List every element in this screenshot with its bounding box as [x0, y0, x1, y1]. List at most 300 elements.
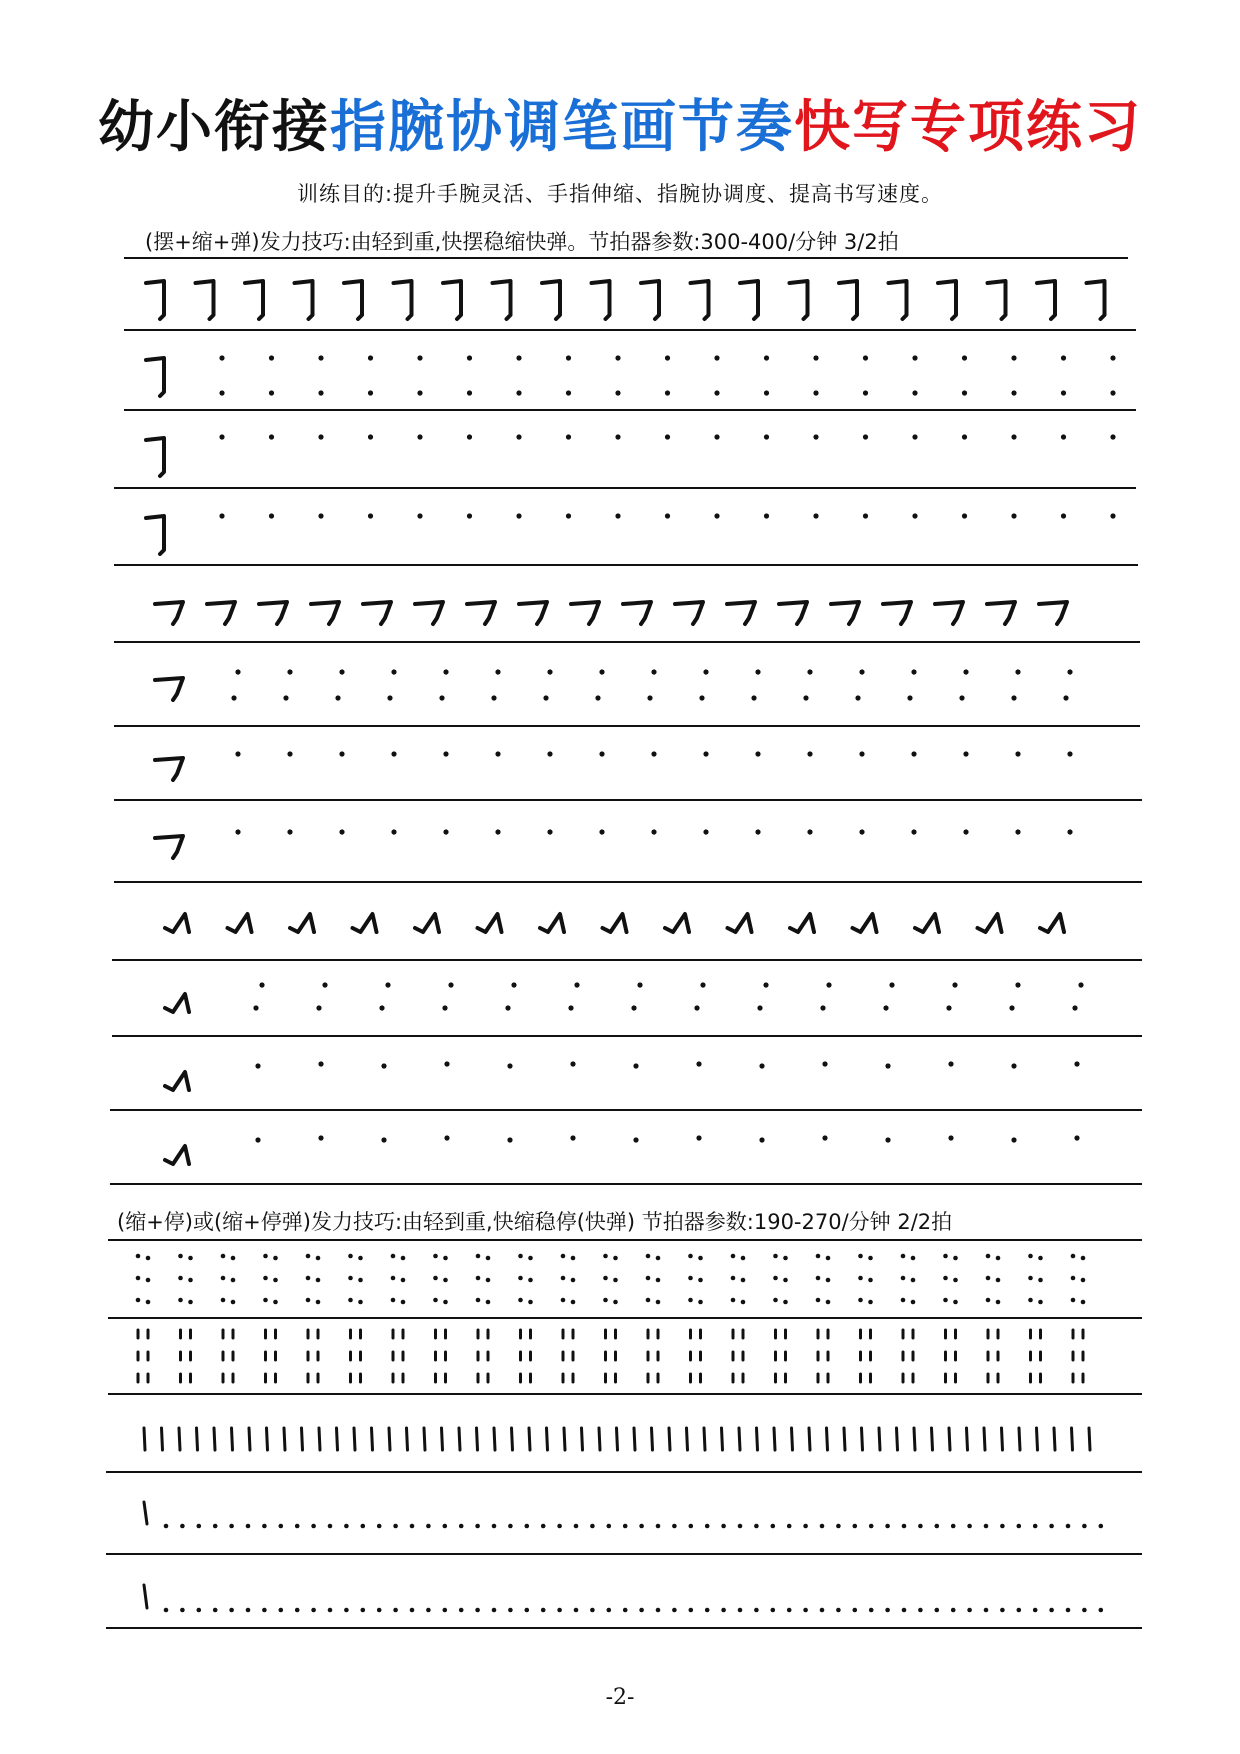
trace-dot — [689, 1608, 694, 1613]
trace-dot — [1081, 1256, 1086, 1261]
trace-dot — [639, 1608, 644, 1613]
trace-dot — [1061, 434, 1066, 439]
hook-stroke — [146, 516, 164, 554]
trace-dot — [561, 1276, 566, 1281]
hook-stroke — [207, 602, 235, 624]
trace-dot — [1011, 434, 1016, 439]
hook-stroke — [146, 281, 164, 319]
trace-dot — [1038, 1278, 1043, 1283]
trace-dot — [595, 695, 600, 700]
trace-dot — [935, 1524, 940, 1529]
trace-dot — [1011, 695, 1016, 700]
vertical-stroke — [477, 1428, 478, 1450]
trace-dot — [322, 982, 327, 987]
vertical-stroke — [442, 1428, 443, 1450]
trace-dot — [911, 751, 916, 756]
trace-dot — [391, 1254, 396, 1259]
trace-dot — [1110, 390, 1115, 395]
trace-dot — [486, 1300, 491, 1305]
trace-dot — [476, 1276, 481, 1281]
trace-dot — [637, 982, 642, 987]
trace-dot — [803, 1524, 808, 1529]
trace-dot — [623, 1524, 628, 1529]
trace-dot — [623, 1608, 628, 1613]
hook-stroke — [571, 602, 599, 624]
trace-dot — [475, 1524, 480, 1529]
trace-dot — [339, 829, 344, 834]
trace-dot — [948, 1061, 953, 1066]
vertical-stroke — [144, 1585, 147, 1608]
trace-dot — [951, 1608, 956, 1613]
trace-dot — [1017, 1524, 1022, 1529]
trace-dot — [287, 669, 292, 674]
trace-dot — [475, 1608, 480, 1613]
trace-dot — [387, 695, 392, 700]
vertical-stroke — [547, 1428, 548, 1450]
trace-dot — [547, 829, 552, 834]
trace-dot — [607, 1524, 612, 1529]
hook-stroke — [155, 836, 183, 858]
trace-dot — [213, 1608, 218, 1613]
trace-dot — [963, 829, 968, 834]
trace-dot — [574, 1524, 579, 1529]
trace-dot — [911, 1300, 916, 1305]
trace-dot — [986, 1276, 991, 1281]
vertical-stroke — [617, 1428, 618, 1450]
trace-dot — [741, 1300, 746, 1305]
trace-dot — [269, 513, 274, 518]
trace-dot — [646, 1276, 651, 1281]
trace-dot — [574, 982, 579, 987]
trace-dot — [511, 982, 516, 987]
trace-dot — [948, 1135, 953, 1140]
trace-dot — [1078, 982, 1083, 987]
trace-dot — [703, 829, 708, 834]
trace-dot — [816, 1254, 821, 1259]
trace-dot — [935, 1608, 940, 1613]
trace-dot — [757, 1005, 762, 1010]
trace-dot — [885, 1063, 890, 1068]
hook-stroke — [415, 602, 443, 624]
trace-dot — [599, 751, 604, 756]
trace-dot — [507, 1063, 512, 1068]
vertical-stroke — [162, 1428, 163, 1450]
trace-dot — [318, 1061, 323, 1066]
trace-dot — [1099, 1524, 1104, 1529]
trace-dot — [442, 1005, 447, 1010]
trace-dot — [1028, 1298, 1033, 1303]
slant-stroke — [228, 914, 252, 932]
trace-dot — [525, 1524, 530, 1529]
vertical-stroke — [389, 1428, 390, 1450]
slant-stroke — [165, 1146, 189, 1164]
trace-dot — [1011, 1063, 1016, 1068]
hook-stroke — [691, 281, 709, 319]
trace-dot — [951, 1524, 956, 1529]
trace-dot — [646, 1298, 651, 1303]
trace-dot — [783, 1300, 788, 1305]
trace-dot — [1067, 669, 1072, 674]
trace-dot — [953, 1300, 958, 1305]
trace-dot — [231, 1256, 236, 1261]
trace-dot — [344, 1608, 349, 1613]
trace-dot — [136, 1298, 141, 1303]
trace-dot — [703, 751, 708, 756]
vertical-stroke — [1054, 1428, 1055, 1450]
hook-stroke — [831, 602, 859, 624]
vertical-stroke — [687, 1428, 688, 1450]
slant-stroke — [790, 914, 814, 932]
trace-dot — [822, 1135, 827, 1140]
trace-dot — [188, 1278, 193, 1283]
trace-dot — [783, 1256, 788, 1261]
trace-dot — [1074, 1061, 1079, 1066]
trace-dot — [721, 1608, 726, 1613]
trace-dot — [443, 1256, 448, 1261]
slant-stroke — [540, 914, 564, 932]
trace-dot — [836, 1524, 841, 1529]
hook-stroke — [196, 281, 214, 319]
trace-dot — [417, 513, 422, 518]
trace-dot — [495, 669, 500, 674]
slant-stroke — [1040, 914, 1064, 932]
trace-dot — [557, 1524, 562, 1529]
trace-dot — [262, 1608, 267, 1613]
vertical-stroke — [197, 1428, 198, 1450]
hook-stroke — [155, 758, 183, 780]
trace-dot — [688, 1254, 693, 1259]
trace-dot — [381, 1137, 386, 1142]
vertical-stroke — [1089, 1428, 1090, 1450]
trace-dot — [571, 1278, 576, 1283]
trace-dot — [731, 1298, 736, 1303]
trace-dot — [255, 1063, 260, 1068]
trace-dot — [613, 1278, 618, 1283]
trace-dot — [858, 1254, 863, 1259]
trace-dot — [188, 1256, 193, 1261]
trace-dot — [759, 1137, 764, 1142]
trace-dot — [613, 1300, 618, 1305]
trace-dot — [853, 1524, 858, 1529]
trace-dot — [754, 1608, 759, 1613]
hook-stroke — [363, 602, 391, 624]
hook-stroke — [1087, 281, 1105, 319]
trace-dot — [858, 1276, 863, 1281]
trace-dot — [574, 1608, 579, 1613]
vertical-stroke — [337, 1428, 338, 1450]
trace-dot — [164, 1524, 169, 1529]
trace-dot — [467, 513, 472, 518]
trace-dot — [902, 1608, 907, 1613]
trace-dot — [426, 1524, 431, 1529]
trace-dot — [381, 1063, 386, 1068]
trace-dot — [235, 669, 240, 674]
vertical-stroke — [302, 1428, 303, 1450]
trace-dot — [836, 1608, 841, 1613]
trace-dot — [826, 1278, 831, 1283]
vertical-stroke — [652, 1428, 653, 1450]
trace-dot — [912, 355, 917, 360]
trace-dot — [263, 1276, 268, 1281]
trace-dot — [826, 1300, 831, 1305]
trace-dot — [410, 1608, 415, 1613]
hook-stroke — [883, 602, 911, 624]
trace-dot — [615, 390, 620, 395]
hook-stroke — [344, 281, 362, 319]
trace-dot — [528, 1278, 533, 1283]
hook-stroke — [839, 281, 857, 319]
trace-dot — [335, 695, 340, 700]
trace-dot — [561, 1298, 566, 1303]
trace-dot — [246, 1608, 251, 1613]
trace-dot — [615, 513, 620, 518]
trace-dot — [273, 1300, 278, 1305]
trace-dot — [358, 1256, 363, 1261]
trace-dot — [698, 1300, 703, 1305]
trace-dot — [221, 1254, 226, 1259]
trace-dot — [918, 1524, 923, 1529]
vertical-stroke — [844, 1428, 845, 1450]
vertical-stroke — [459, 1428, 460, 1450]
vertical-stroke — [424, 1428, 425, 1450]
hook-stroke — [1039, 602, 1067, 624]
vertical-stroke — [319, 1428, 320, 1450]
trace-dot — [1110, 355, 1115, 360]
vertical-stroke — [862, 1428, 863, 1450]
trace-dot — [858, 1298, 863, 1303]
vertical-stroke — [984, 1428, 985, 1450]
slant-stroke — [728, 914, 752, 932]
trace-dot — [269, 355, 274, 360]
trace-dot — [391, 1276, 396, 1281]
trace-dot — [705, 1524, 710, 1529]
trace-dot — [443, 1608, 448, 1613]
vertical-stroke — [267, 1428, 268, 1450]
trace-dot — [885, 1608, 890, 1613]
trace-dot — [1067, 751, 1072, 756]
trace-dot — [962, 434, 967, 439]
trace-dot — [996, 1256, 1001, 1261]
title-part-1: 幼小衔接 — [98, 94, 330, 160]
trace-dot — [984, 1608, 989, 1613]
trace-dot — [751, 695, 756, 700]
trace-dot — [1015, 829, 1020, 834]
trace-dot — [1071, 1276, 1076, 1281]
trace-dot — [547, 751, 552, 756]
trace-dot — [263, 1298, 268, 1303]
trace-dot — [986, 1298, 991, 1303]
hook-stroke — [592, 281, 610, 319]
trace-dot — [570, 1135, 575, 1140]
vertical-stroke — [757, 1428, 758, 1450]
trace-dot — [219, 434, 224, 439]
vertical-stroke — [949, 1428, 950, 1450]
trace-dot — [316, 1278, 321, 1283]
trace-dot — [221, 1276, 226, 1281]
hook-stroke — [623, 602, 651, 624]
trace-dot — [1000, 1524, 1005, 1529]
trace-dot — [1038, 1256, 1043, 1261]
trace-dot — [273, 1278, 278, 1283]
slant-stroke — [915, 914, 939, 932]
slant-stroke — [290, 914, 314, 932]
trace-dot — [287, 751, 292, 756]
trace-dot — [231, 695, 236, 700]
trace-dot — [996, 1300, 1001, 1305]
trace-dot — [459, 1608, 464, 1613]
slant-stroke — [165, 1072, 189, 1090]
trace-dot — [566, 434, 571, 439]
trace-dot — [306, 1276, 311, 1281]
trace-dot — [1061, 513, 1066, 518]
vertical-stroke — [914, 1428, 915, 1450]
trace-dot — [543, 695, 548, 700]
trace-dot — [263, 1254, 268, 1259]
trace-dot — [738, 1524, 743, 1529]
trace-dot — [279, 1608, 284, 1613]
trace-dot — [986, 1254, 991, 1259]
trace-dot — [219, 513, 224, 518]
trace-dot — [1071, 1254, 1076, 1259]
trace-dot — [741, 1278, 746, 1283]
vertical-stroke — [669, 1428, 670, 1450]
trace-dot — [807, 751, 812, 756]
trace-dot — [868, 1256, 873, 1261]
trace-dot — [279, 1524, 284, 1529]
trace-dot — [918, 1608, 923, 1613]
hook-stroke — [295, 281, 313, 319]
trace-dot — [962, 513, 967, 518]
trace-dot — [1028, 1276, 1033, 1281]
trace-dot — [633, 1063, 638, 1068]
trace-dot — [283, 695, 288, 700]
ruled-lines — [106, 258, 1142, 1628]
trace-dot — [1081, 1300, 1086, 1305]
trace-dot — [741, 1256, 746, 1261]
trace-dot — [1015, 982, 1020, 987]
trace-dot — [764, 355, 769, 360]
trace-dot — [1110, 513, 1115, 518]
trace-dot — [516, 355, 521, 360]
trace-dots — [136, 355, 1116, 1612]
trace-dot — [672, 1524, 677, 1529]
slant-stroke — [853, 914, 877, 932]
trace-dot — [959, 695, 964, 700]
trace-dot — [391, 1298, 396, 1303]
trace-dot — [1000, 1608, 1005, 1613]
trace-dot — [656, 1524, 661, 1529]
trace-dot — [547, 669, 552, 674]
trace-dot — [391, 751, 396, 756]
trace-dot — [599, 669, 604, 674]
trace-dot — [590, 1608, 595, 1613]
trace-dot — [665, 434, 670, 439]
slant-stroke — [478, 914, 502, 932]
trace-dot — [361, 1608, 366, 1613]
trace-dot — [316, 1300, 321, 1305]
trace-dot — [433, 1298, 438, 1303]
trace-dot — [516, 434, 521, 439]
trace-dot — [566, 390, 571, 395]
trace-dot — [911, 1278, 916, 1283]
hook-stroke — [146, 358, 164, 396]
trace-dot — [295, 1608, 300, 1613]
slant-stroke — [603, 914, 627, 932]
trace-dot — [651, 669, 656, 674]
trace-dot — [229, 1524, 234, 1529]
trace-dot — [1061, 355, 1066, 360]
trace-dot — [967, 1524, 972, 1529]
trace-dot — [1082, 1608, 1087, 1613]
trace-dot — [698, 1278, 703, 1283]
trace-dot — [1015, 669, 1020, 674]
trace-dot — [863, 434, 868, 439]
hook-stroke — [641, 281, 659, 319]
trace-dot — [1011, 355, 1016, 360]
hook-stroke — [155, 678, 183, 700]
vertical-stroke — [827, 1428, 828, 1450]
trace-dot — [651, 751, 656, 756]
trace-dot — [773, 1298, 778, 1303]
trace-dot — [1011, 513, 1016, 518]
trace-dot — [253, 1005, 258, 1010]
vertical-stroke — [1019, 1428, 1020, 1450]
hook-stroke — [443, 281, 461, 319]
trace-dot — [1015, 751, 1020, 756]
trace-dot — [859, 751, 864, 756]
trace-dot — [1009, 1005, 1014, 1010]
trace-dot — [714, 513, 719, 518]
trace-dot — [368, 434, 373, 439]
trace-dot — [570, 1061, 575, 1066]
trace-dot — [444, 1135, 449, 1140]
trace-dot — [859, 829, 864, 834]
trace-dot — [255, 1137, 260, 1142]
trace-dot — [603, 1298, 608, 1303]
trace-dot — [358, 1278, 363, 1283]
trace-dot — [379, 1005, 384, 1010]
trace-dot — [1067, 829, 1072, 834]
trace-dot — [822, 1061, 827, 1066]
trace-dot — [967, 1608, 972, 1613]
vertical-stroke — [214, 1428, 215, 1450]
trace-dot — [492, 1608, 497, 1613]
trace-dot — [688, 1298, 693, 1303]
trace-dot — [1049, 1524, 1054, 1529]
trace-dot — [803, 695, 808, 700]
vertical-stroke — [582, 1428, 583, 1450]
trace-dot — [318, 513, 323, 518]
hook-stroke — [790, 281, 808, 319]
trace-dot — [689, 1524, 694, 1529]
trace-dot — [1071, 1298, 1076, 1303]
trace-dot — [889, 982, 894, 987]
trace-dot — [787, 1524, 792, 1529]
trace-dot — [647, 695, 652, 700]
trace-dot — [318, 355, 323, 360]
trace-dot — [613, 1256, 618, 1261]
trace-dot — [1049, 1608, 1054, 1613]
trace-dot — [443, 669, 448, 674]
trace-dot — [348, 1276, 353, 1281]
vertical-stroke — [372, 1428, 373, 1450]
trace-dot — [401, 1278, 406, 1283]
trace-dot — [1017, 1608, 1022, 1613]
vertical-stroke — [1002, 1428, 1003, 1450]
trace-dot — [1028, 1254, 1033, 1259]
trace-dot — [912, 513, 917, 518]
trace-dot — [306, 1298, 311, 1303]
